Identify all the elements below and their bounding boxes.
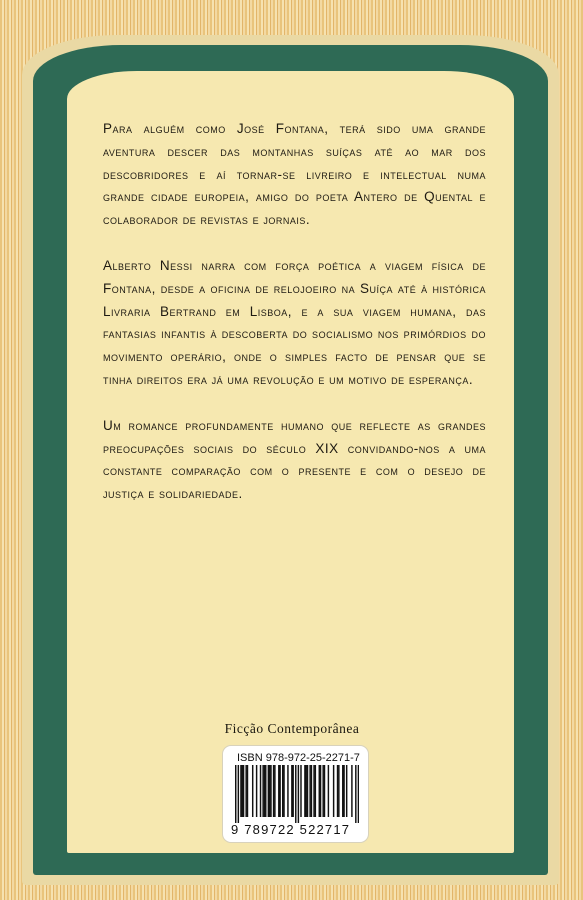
barcode-bar bbox=[238, 765, 239, 823]
barcode-bar bbox=[304, 765, 305, 817]
barcode-bar bbox=[256, 765, 257, 817]
barcode-bar bbox=[273, 765, 274, 817]
barcode-bar bbox=[260, 765, 261, 817]
barcode-bar bbox=[333, 765, 334, 817]
barcode-bar bbox=[355, 765, 356, 823]
barcode-bar bbox=[243, 765, 244, 817]
barcode-bar bbox=[265, 765, 266, 817]
barcode-bar bbox=[351, 765, 352, 817]
barcode-bar bbox=[305, 765, 306, 817]
barcode-bar bbox=[298, 765, 299, 823]
barcode-bar bbox=[291, 765, 292, 817]
barcode-bar bbox=[274, 765, 275, 817]
barcode-bar bbox=[346, 765, 347, 817]
barcode-bar bbox=[252, 765, 253, 817]
barcode-bar bbox=[313, 765, 314, 817]
barcode-bar bbox=[338, 765, 339, 817]
barcode-bar bbox=[242, 765, 243, 817]
barcode-bar bbox=[283, 765, 284, 817]
barcode-bar bbox=[240, 765, 241, 817]
collection-name: Ficção Contemporânea bbox=[224, 721, 360, 736]
barcode-bar bbox=[270, 765, 271, 817]
barcode-bar bbox=[262, 765, 263, 817]
barcode-bar bbox=[307, 765, 308, 817]
barcode-bar bbox=[279, 765, 280, 817]
barcode-bar bbox=[358, 765, 359, 823]
ean-digits: 9 789722 522717 bbox=[231, 822, 351, 837]
barcode-bar bbox=[342, 765, 343, 817]
barcode-bar bbox=[300, 765, 301, 817]
barcode-bar bbox=[268, 765, 269, 817]
barcode-bar bbox=[235, 765, 236, 823]
barcode-bar bbox=[309, 765, 310, 817]
barcode-bar bbox=[264, 765, 265, 817]
barcode-bar bbox=[245, 765, 246, 817]
barcode-bar bbox=[269, 765, 270, 817]
barcode-bar bbox=[287, 765, 288, 817]
barcode-bar bbox=[328, 765, 329, 817]
barcode-bar bbox=[343, 765, 344, 817]
barcode-bars-icon bbox=[235, 765, 359, 823]
barcode-bar bbox=[278, 765, 279, 817]
barcode-bar bbox=[320, 765, 321, 817]
blurb-paragraph-1: Para alguém como José Fontana, terá sido uma grande aventura descer das montanhas suíças até ao mar dos descobridores e aí tornar-se livreiro e intelectual numa grande cidade europeia, amigo do poeta Antero de Quental e colaborador de revistas e jornais. bbox=[103, 121, 486, 228]
barcode-bar bbox=[315, 765, 316, 817]
barcode-bar bbox=[324, 765, 325, 817]
barcode-bar bbox=[322, 765, 323, 817]
blurb-text bbox=[103, 118, 486, 529]
barcode-bar bbox=[319, 765, 320, 817]
barcode-bar bbox=[292, 765, 293, 817]
barcode-bar bbox=[295, 765, 296, 823]
barcode-bar bbox=[311, 765, 312, 817]
barcode-bar bbox=[282, 765, 283, 817]
blurb-paragraph-3: Um romance profundamente humano que reflecte as grandes preocupações sociais do século XIX convidando-nos a uma constante comparação com o presente e com o desejo de justiça e solidariedade. bbox=[103, 417, 486, 502]
barcode-bar bbox=[337, 765, 338, 817]
barcode-bar bbox=[247, 765, 248, 817]
isbn-number: ISBN 978-972-25-2271-7 bbox=[237, 752, 360, 764]
blurb-paragraph-2: Alberto Nessi narra com força poética a viagem física de Fontana, desde a oficina de relojoeiro na Suíça até à histórica Livraria Bertrand em Lisboa, e a sua viagem humana, das fantasias infantis à descoberta do socialismo nos primórdios do movimento operário, onde o simples facto de pensar que se tinha direitos era já uma revolução e um motivo de esperança. bbox=[103, 257, 486, 387]
